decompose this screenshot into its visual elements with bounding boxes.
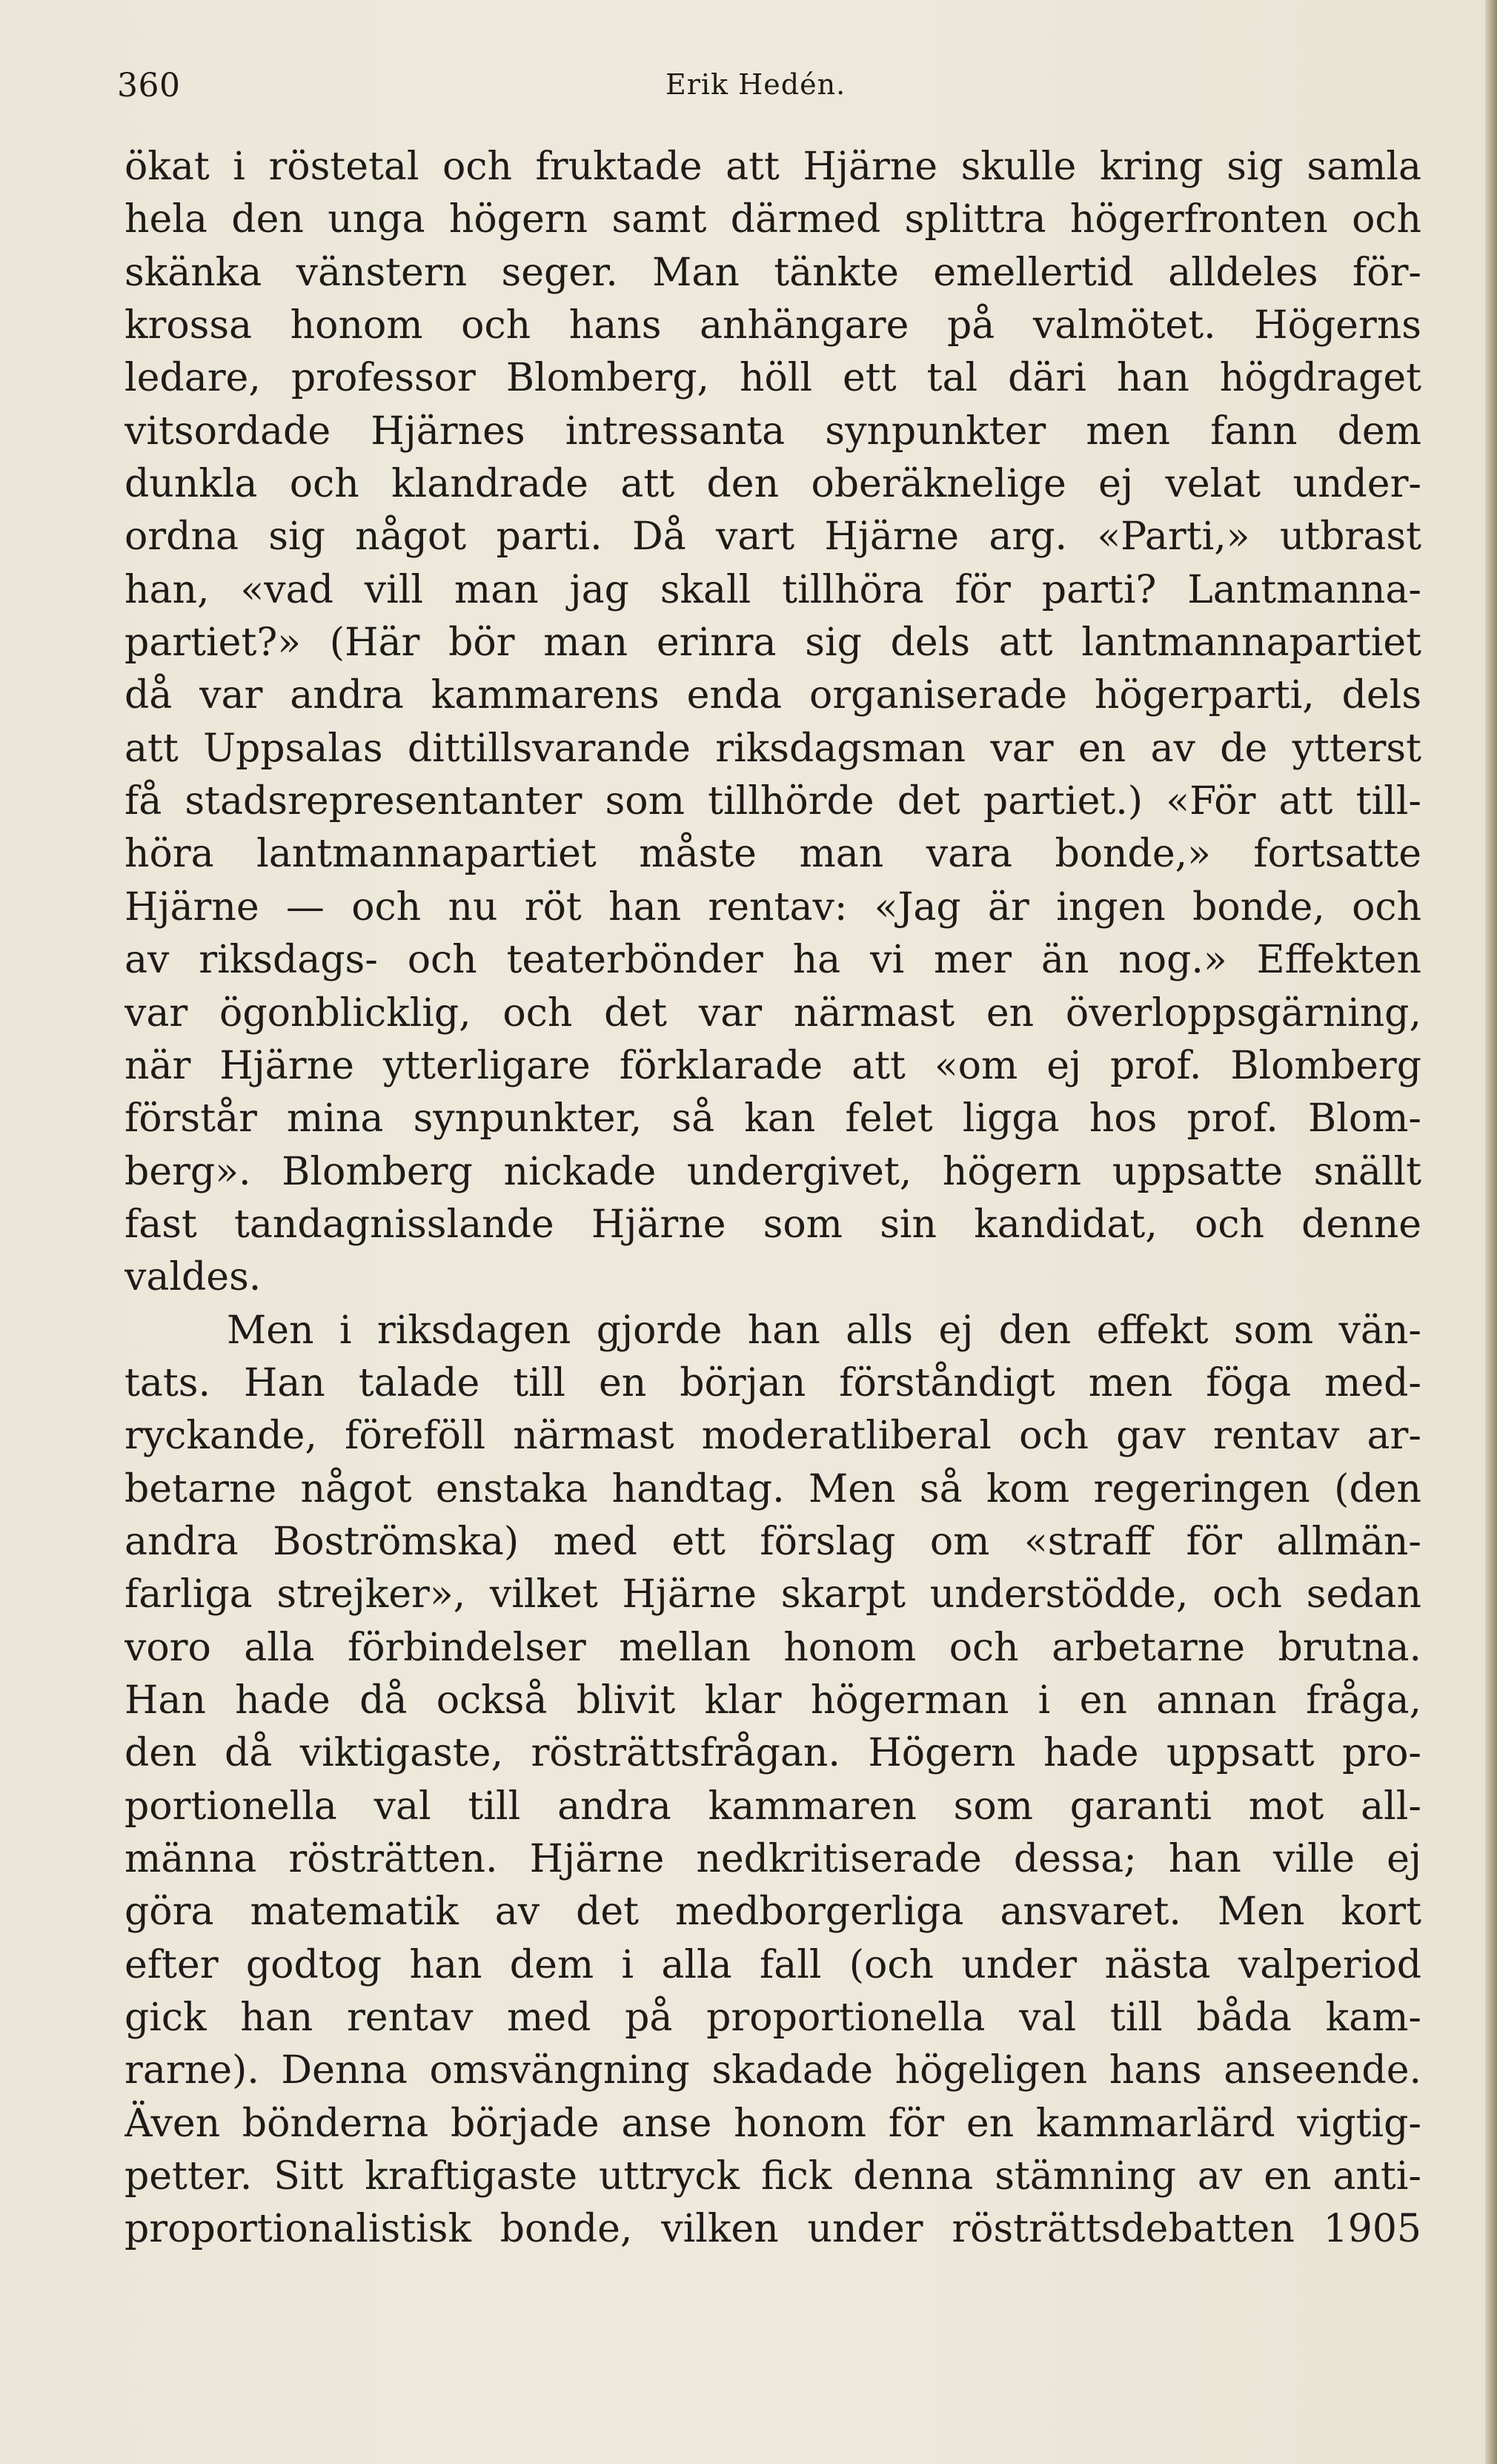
text-line: när Hjärne ytterligare förklarade att «om ej prof. Blomberg <box>125 1043 1421 1088</box>
text-line: krossa honom och hans anhängare på valmötet. Högerns <box>125 303 1421 348</box>
text-line: voro alla förbindelser mellan honom och arbetarne brutna. <box>125 1625 1421 1670</box>
text-line: förstår mina synpunkter, så kan felet ligga hos prof. Blom- <box>125 1096 1421 1142</box>
text-line: ryckande, föreföll närmast moderatliberal och gav rentav ar- <box>125 1414 1421 1459</box>
text-line: var ögonblicklig, och det var närmast en överloppsgärning, <box>125 990 1421 1036</box>
text-line: farliga strejker», vilket Hjärne skarpt understödde, och sedan <box>125 1572 1421 1617</box>
text-line: fast tandagnisslande Hjärne som sin kandidat, och denne <box>125 1202 1421 1247</box>
text-line: Han hade då också blivit klar högerman i en annan fråga, <box>125 1678 1421 1723</box>
text-line: hela den unga högern samt därmed splittra högerfronten och <box>125 197 1421 242</box>
body-text <box>125 141 1421 2256</box>
text-line: ordna sig något parti. Då vart Hjärne arg. «Parti,» utbrast <box>125 514 1421 560</box>
running-title: Erik Hedén. <box>665 68 846 101</box>
text-line: Även bönderna började anse honom för en kammarlärd vigtig- <box>125 2101 1421 2146</box>
text-line: rarne). Denna omsvängning skadade högeligen hans anseende. <box>125 2048 1421 2093</box>
paragraph-start-line: Men i riksdagen gjorde han alls ej den effekt som vän- <box>227 1308 1421 1353</box>
text-line: Hjärne — och nu röt han rentav: «Jag är ingen bonde, och <box>125 884 1421 930</box>
text-line: efter godtog han dem i alla fall (och under nästa valperiod <box>125 1942 1421 1987</box>
text-line: männa rösträtten. Hjärne nedkritiserade dessa; han ville ej <box>125 1837 1421 1881</box>
text-line: ledare, professor Blomberg, höll ett tal däri han högdraget <box>125 356 1421 401</box>
text-line: betarne något enstaka handtag. Men så kom regeringen (den <box>125 1466 1421 1511</box>
text-line: ökat i röstetal och fruktade att Hjärne skulle kring sig samla <box>125 145 1421 189</box>
text-line: att Uppsalas dittillsvarande riksdagsman var en av de ytterst <box>125 726 1421 771</box>
text-line: portionella val till andra kammaren som garanti mot all- <box>125 1784 1421 1829</box>
text-line: höra lantmannapartiet måste man vara bonde,» fortsatte <box>125 832 1421 877</box>
text-line: partiet?» (Här bör man erinra sig dels att lantmannapartiet <box>125 620 1421 666</box>
text-line: berg». Blomberg nickade undergivet, högern uppsatte snällt <box>125 1149 1421 1194</box>
text-line: vitsordade Hjärnes intressanta synpunkter men fann dem <box>125 408 1421 454</box>
text-line: av riksdags- och teaterbönder ha vi mer än nog.» Effekten <box>125 938 1421 983</box>
text-line: andra Boströmska) med ett förslag om «straff för allmän- <box>125 1519 1421 1564</box>
text-line: den då viktigaste, rösträttsfrågan. Högern hade uppsatt pro- <box>125 1731 1421 1776</box>
text-line: få stadsrepresentanter som tillhörde det partiet.) «För att till- <box>125 779 1421 824</box>
text-line: han, «vad vill man jag skall tillhöra för parti? Lantmanna- <box>125 567 1421 612</box>
page-header <box>117 67 1421 111</box>
text-line: göra matematik av det medborgerliga ansvaret. Men kort <box>125 1890 1421 1935</box>
paragraph-end-line: valdes. <box>125 1255 262 1300</box>
text-line: petter. Sitt kraftigaste uttryck fick denna stämning av en anti- <box>125 2154 1421 2199</box>
text-line: skänka vänstern seger. Man tänkte emellertid alldeles för- <box>125 250 1421 295</box>
page-edge-shadow <box>1485 0 1497 2464</box>
text-line: proportionalistisk bonde, vilken under rösträttsdebatten 1905 <box>125 2207 1421 2252</box>
text-line: tats. Han talade till en början förståndigt men föga med- <box>125 1360 1421 1405</box>
text-line: gick han rentav med på proportionella val till båda kam- <box>125 1996 1421 2041</box>
text-line: dunkla och klandrade att den oberäknelige ej velat under- <box>125 462 1421 507</box>
page-number: 360 <box>117 67 181 105</box>
text-line: då var andra kammarens enda organiserade högerparti, dels <box>125 673 1421 718</box>
